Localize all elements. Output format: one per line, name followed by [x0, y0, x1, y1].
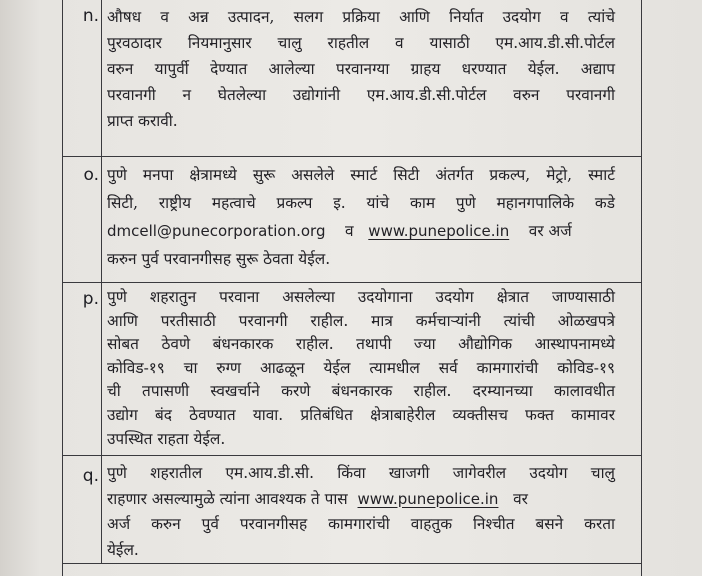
- item-text: [107, 4, 615, 134]
- text-line: परवानगी न घेतलेल्या उद्योगांनी एम.आय.डी.सी.पोर्टल वरुन परवानगी: [107, 86, 615, 104]
- table-row: [63, 456, 641, 564]
- item-label: n.: [82, 6, 99, 26]
- item-text: [107, 461, 615, 563]
- column-divider: [101, 456, 102, 563]
- item-text: [107, 286, 615, 451]
- text-line: सोबत ठेवणे बंधनकारक राहील. तथापी ज्या औद्योगिक आस्थापनामध्ये: [107, 335, 615, 354]
- link-suffix-text: वर: [513, 489, 528, 508]
- conjunction-text: व: [345, 222, 354, 240]
- text-line: आणि परतीसाठी परवानगी राहील. मात्र कर्मचाऱ्यांनी त्यांची ओळखपत्रे: [107, 311, 615, 330]
- text-line: पुणे मनपा क्षेत्रामध्ये सुरू असलेले स्मार्ट सिटी अंतर्गत प्रकल्प, मेट्रो, स्मार्ट: [107, 166, 615, 184]
- text-line: [107, 217, 615, 245]
- text-line: उद्योग बंद ठेवण्यात यावा. प्रतिबंधित क्षेत्राबाहेरील व्यक्तीसच फक्त कामावर: [107, 405, 615, 424]
- text-line: [107, 487, 615, 513]
- website-link[interactable]: www.punepolice.in: [368, 222, 510, 240]
- text-line: पुरवठादार नियमानुसार चालु राहतील व यासाठी एम.आय.डी.सी.पोर्टल: [107, 34, 615, 52]
- text-line: उपस्थित राहता येईल.: [107, 429, 226, 448]
- text-line: कोविड-१९ चा रुग्ण आढळून येईल त्यामधील सर्व कामगारांची कोविड-१९: [107, 358, 615, 377]
- table-row: [63, 0, 641, 157]
- text-line: पुणे शहरातुन परवाना असलेल्या उदयोगाना उदयोग क्षेत्रात जाण्यासाठी: [107, 288, 615, 306]
- table-row: [63, 283, 641, 456]
- link-suffix-text: वर अर्ज: [528, 222, 572, 240]
- column-divider: [101, 0, 102, 156]
- website-link[interactable]: www.punepolice.in: [357, 489, 499, 508]
- item-text: [107, 161, 615, 273]
- text-line: येईल.: [107, 540, 139, 559]
- text-line: ची तपासणी स्वखर्चाने करणे बंधनकारक राहील. दरम्यानच्या कालावधीत: [107, 382, 615, 401]
- text-line: सिटी, राष्ट्रीय महत्वाचे प्रकल्प इ. यांचे काम पुणे महानगपालिके कडे: [107, 194, 615, 212]
- text-line: वरुन यापुर्वी देण्यात आलेल्या परवानग्या ग्राहय धरण्यात येईल. अद्याप: [107, 60, 615, 78]
- column-divider: [101, 283, 102, 455]
- link-prefix-text: राहणार असल्यामुळे त्यांना आवश्यक ते पास: [107, 489, 348, 508]
- instructions-table: [62, 0, 642, 576]
- text-line: औषध व अन्न उत्पादन, सलग प्रक्रिया आणि निर्यात उदयोग व त्यांचे: [107, 8, 615, 26]
- text-line: अर्ज करुन पुर्व परवानगीसह कामगारांची वाहतुक निश्चीत बसने करता: [107, 515, 615, 533]
- column-divider: [101, 157, 102, 282]
- email-link[interactable]: dmcell@punecorporation.org: [107, 222, 326, 240]
- text-line: प्राप्त करावी.: [107, 112, 178, 130]
- item-label: q.: [82, 466, 99, 486]
- text-line: पुणे शहरातील एम.आय.डी.सी. किंवा खाजगी जागेवरील उदयोग चालु: [107, 464, 615, 482]
- table-row: [63, 157, 641, 283]
- text-line: करुन पुर्व परवानगीसह सुरू ठेवता येईल.: [107, 250, 331, 268]
- item-label: o.: [83, 165, 99, 185]
- item-label: p.: [82, 289, 99, 309]
